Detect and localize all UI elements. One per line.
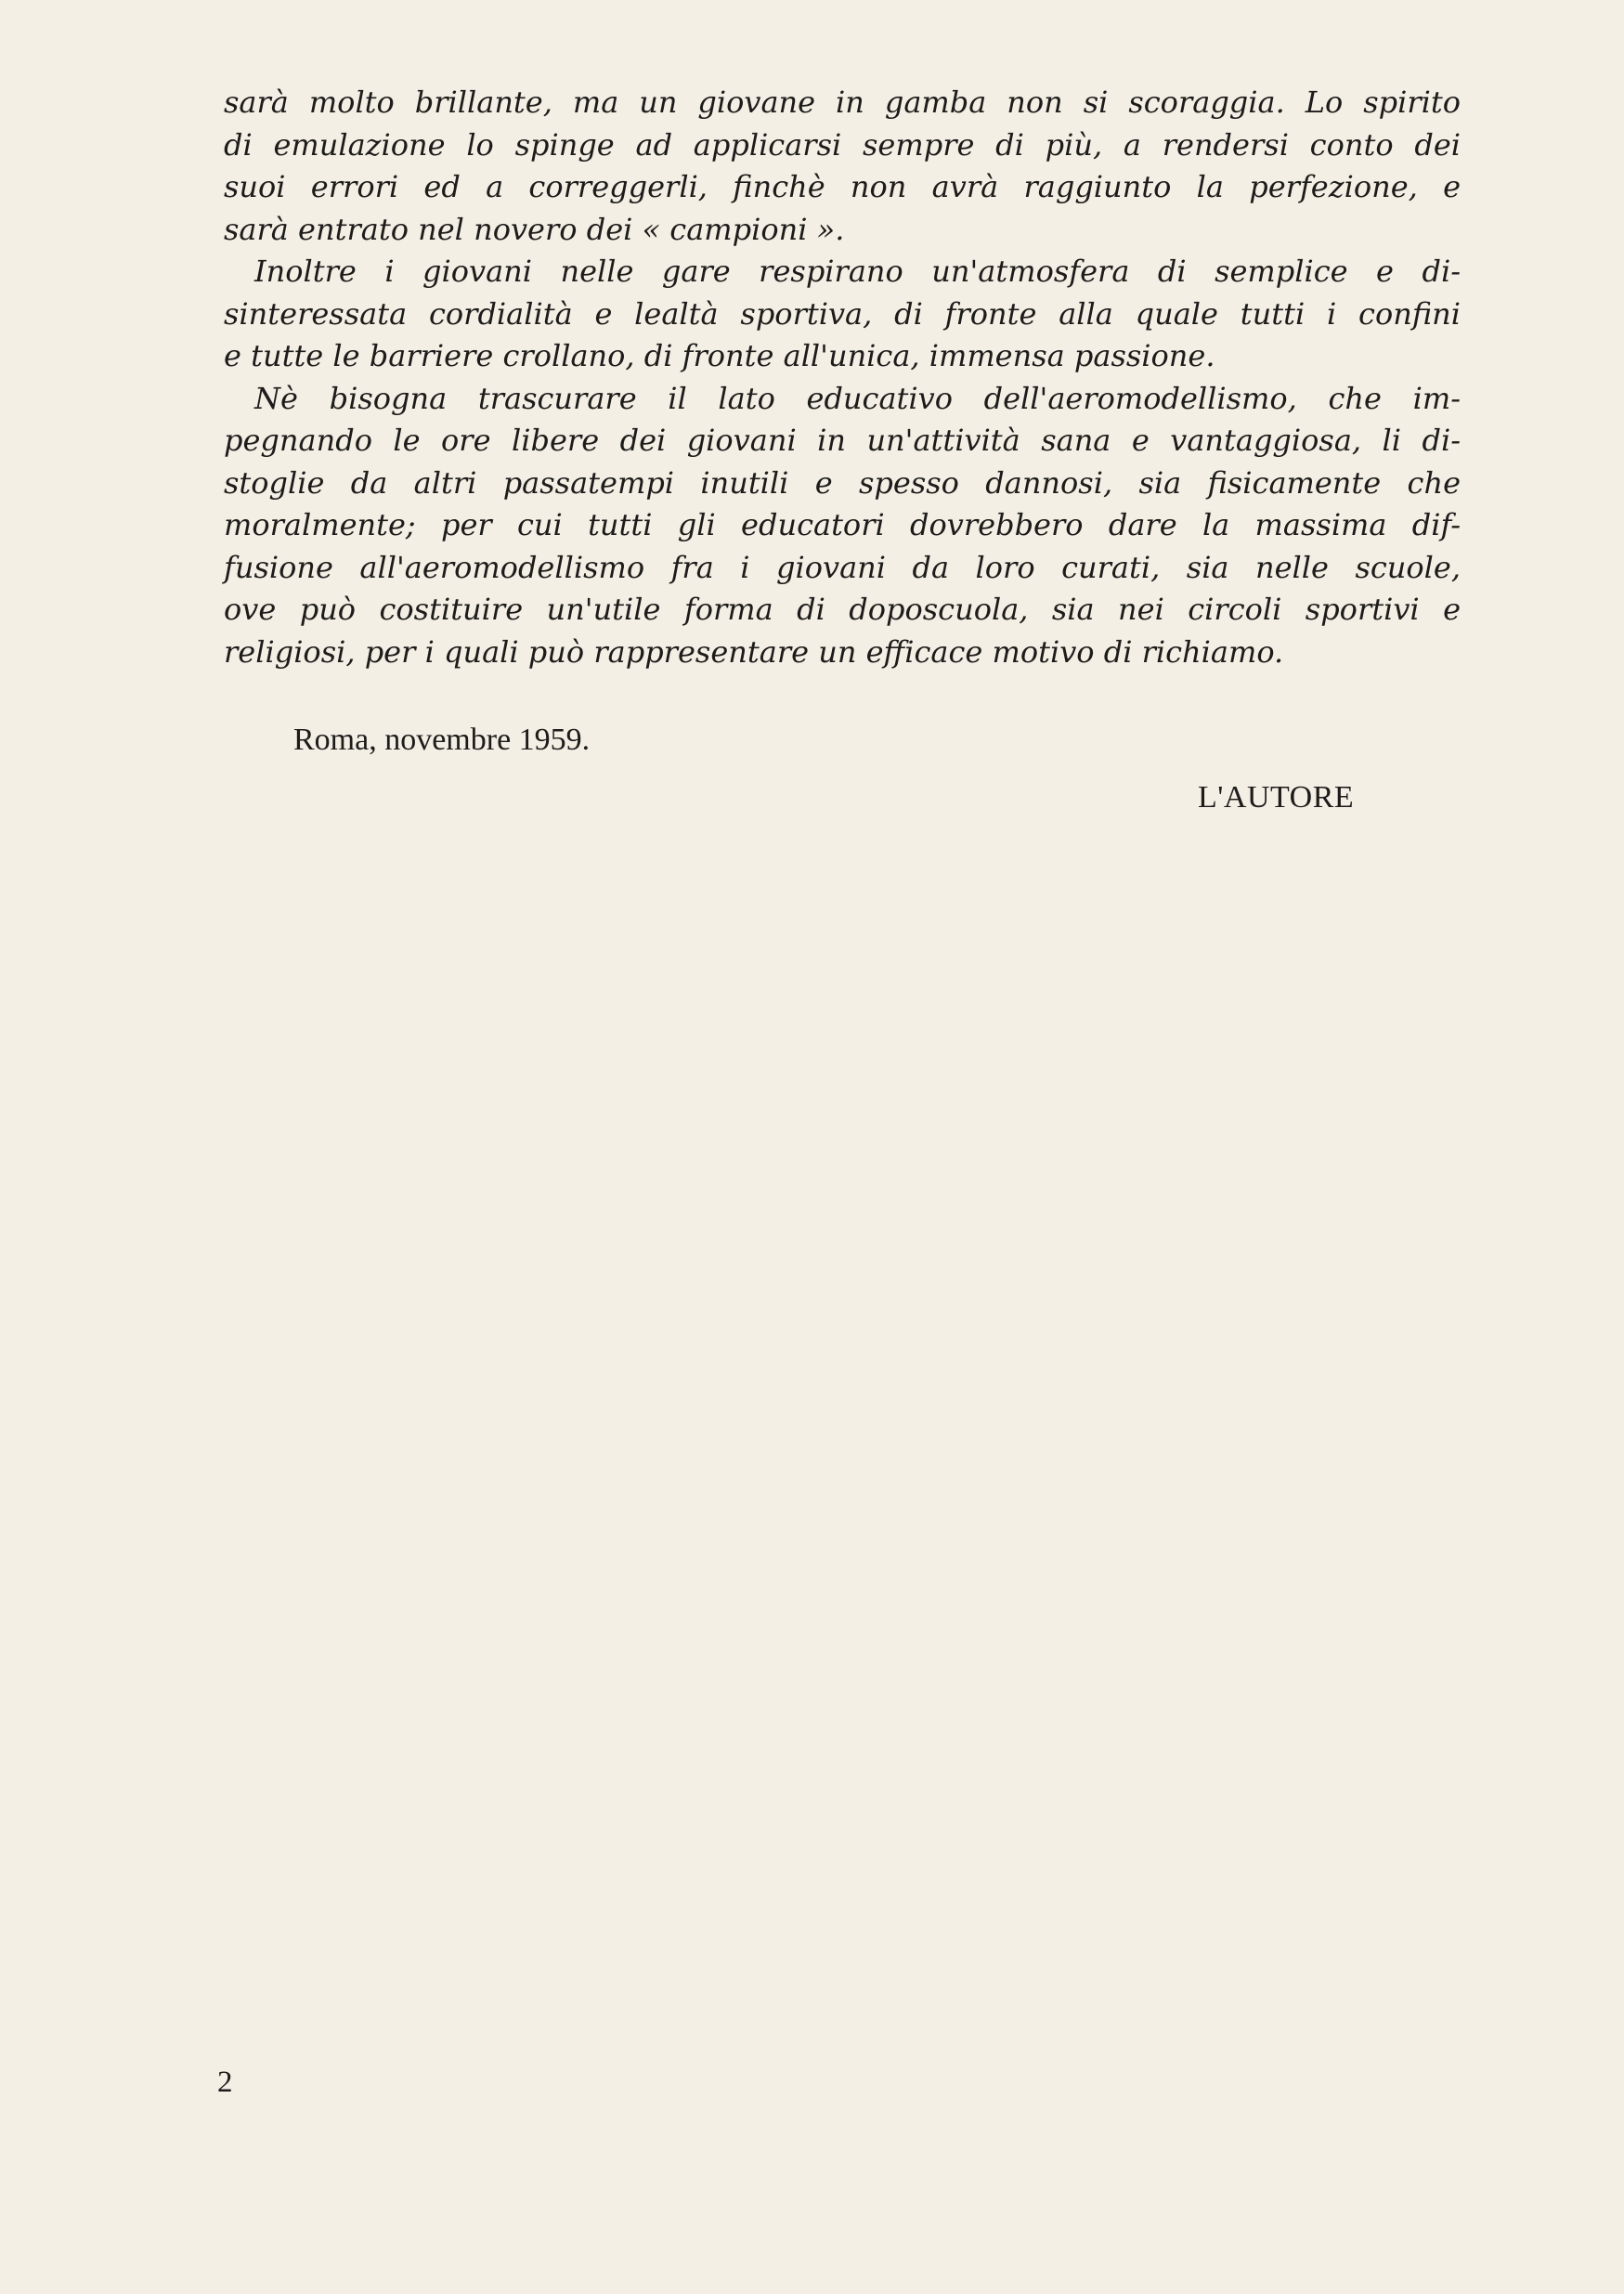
text-line: sarà molto brillante, ma un giovane in gamba non si scoraggia. Lo spirito <box>224 85 1461 120</box>
text-line: suoi errori ed a correggerli, finchè non avrà raggiunto la perfezione, e <box>224 169 1461 204</box>
text-line: sarà entrato nel novero dei « campioni ». <box>224 211 845 247</box>
text-line: fusione all'aeromodellismo fra i giovani da loro curati, sia nelle scuole, <box>224 549 1461 585</box>
place-date: Roma, novembre 1959. <box>293 723 591 757</box>
text-line: moralmente; per cui tutti gli educatori dovrebbero dare la massima dif- <box>224 507 1461 542</box>
author-signature: L'AUTORE <box>1198 780 1355 815</box>
text-line: Inoltre i giovani nelle gare respirano un'atmosfera di semplice e di- <box>254 254 1461 289</box>
text-line: Nè bisogna trascurare il lato educativo dell'aeromodellismo, che im- <box>254 380 1461 416</box>
text-line: di emulazione lo spinge ad applicarsi sempre di più, a rendersi conto dei <box>224 126 1461 163</box>
body-text <box>224 82 1461 673</box>
text-line: e tutte le barriere crollano, di fronte all'unica, immensa passione. <box>224 338 1215 373</box>
text-line: sinteressata cordialità e lealtà sportiva, di fronte alla quale tutti i confini <box>224 295 1461 332</box>
text-line: stoglie da altri passatempi inutili e spesso dannosi, sia fisicamente che <box>224 464 1461 501</box>
text-line: pegnando le ore libere dei giovani in un'attività sana e vantaggiosa, li di- <box>224 423 1461 458</box>
page-number: 2 <box>217 2066 233 2099</box>
text-line: religiosi, per i quali può rappresentare un efficace motivo di richiamo. <box>224 633 1284 670</box>
text-line: ove può costituire un'utile forma di doposcuola, sia nei circoli sportivi e <box>224 592 1461 627</box>
